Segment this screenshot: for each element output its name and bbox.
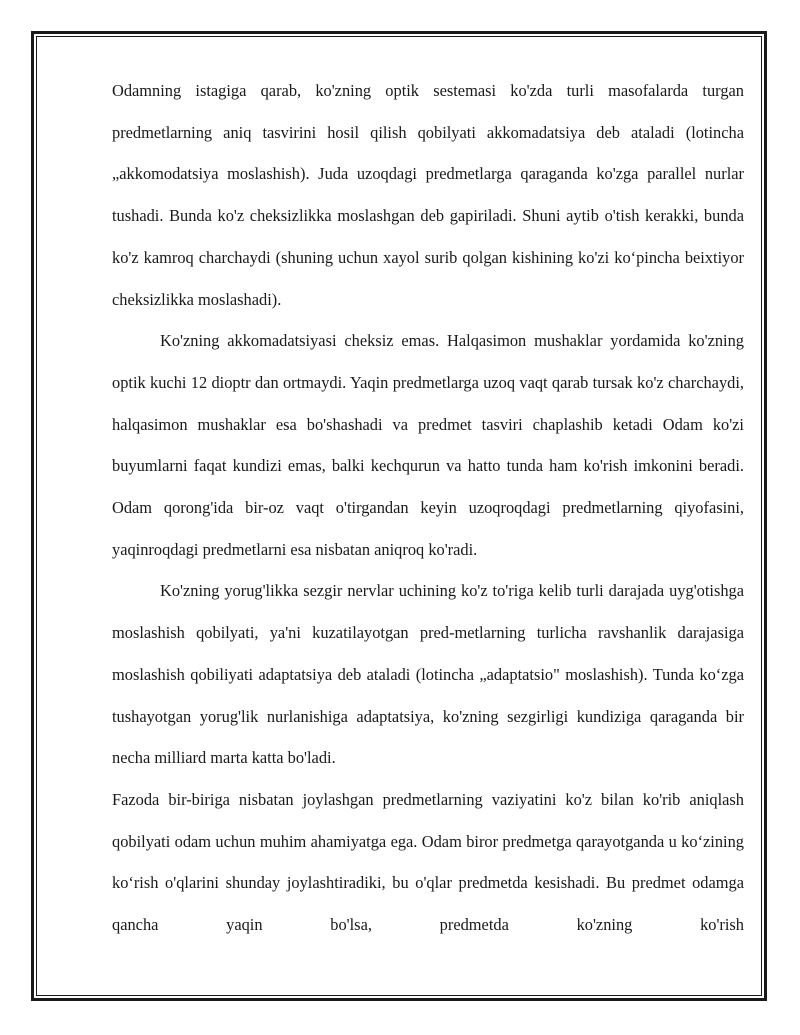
paragraph-accommodation-limit: Ko'zning akkomadatsiyasi cheksiz emas. Halqasimon mushaklar yordamida ko'zning optik kuchi 12 dioptr dan ortmaydi. Yaqin predmetlarga uzoq vaqt qarab tursak ko'z charchaydi, halqasimon mushaklar esa bo'shashadi va predmet tasviri chaplashib ketadi Odam ko'zi buyumlarni faqat kundizi emas, balki kechqurun va hatto tunda ham ko'rish imkonini beradi. Odam qorong'ida bir-oz vaqt o'tirgandan keyin uzoqroqdagi predmetlarning qiyofasini, yaqinroqdagi predmetlarni esa nisbatan aniqroq ko'radi. <box>112 331 744 559</box>
paragraph-adaptation: Ko'zning yorug'likka sezgir nervlar uchining ko'z to'riga kelib turli darajada uyg'otishga moslashish qobilyati, ya'ni kuzatilayotgan pred-metlarning turlicha ravshanlik darajasiga moslashish qobiliyati adaptatsiya deb ataladi (lotincha „adaptatsio" moslashish). Tunda ko‘zga tushayotgan yorug'lik nurlanishiga adaptatsiya, ko'zning sezgirligi kundiziga qaraganda bir necha milliard marta katta bo'ladi. <box>112 581 744 768</box>
body-text <box>112 70 744 946</box>
paragraph-accommodation-intro: Odamning istagiga qarab, ko'zning optik sestemasi ko'zda turli masofalarda turgan predmetlarning aniq tasvirini hosil qilish qobilyati akkomadatsiya deb ataladi (lotincha „akkomodatsiya moslashish). Juda uzoqdagi predmetlarga qaraganda ko'zga parallel nurlar tushadi. Bunda ko'z cheksizlikka moslashgan deb gapiriladi. Shuni aytib o'tish kerakki, bunda ko'z kamroq charchaydi (shuning uchun xayol surib qolgan kishining ko'zi ko‘pincha beixtiyor cheksizlikka moslashadi). <box>112 81 744 309</box>
paragraph-spatial-vision: Fazoda bir-biriga nisbatan joylashgan predmetlarning vaziyatini ko'z bilan ko'rib aniqlash qobilyati odam uchun muhim ahamiyatga ega. Odam biror predmetga qarayotganda u ko‘zining ko‘rish o'qlarini shunday joylashtiradiki, bu o'qlar predmetda kesishadi. Bu predmet odamga qancha yaqin bo'lsa, predmetda ko'zning ko'rish <box>112 789 744 935</box>
